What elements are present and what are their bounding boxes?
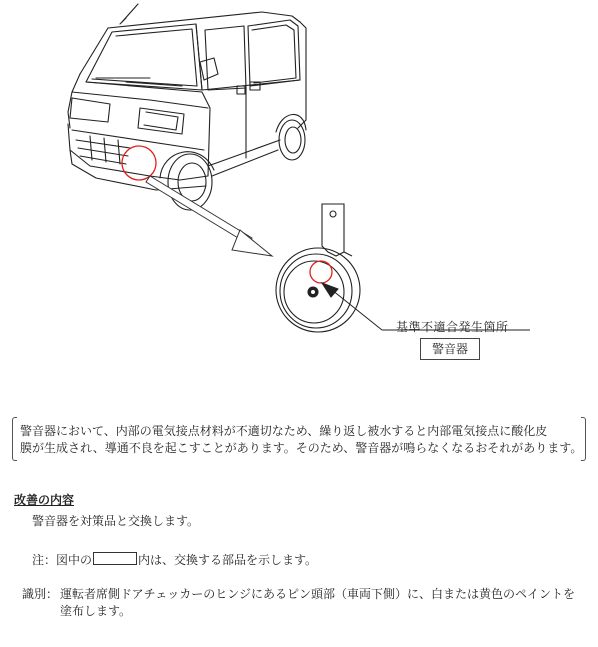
identification-body bbox=[60, 586, 590, 620]
defect-location-label: 基準不適合発生箇所 bbox=[396, 320, 509, 334]
horn-connector-highlight-circle bbox=[310, 261, 332, 283]
bracket-right bbox=[581, 417, 586, 461]
horn-illustration bbox=[276, 204, 360, 332]
note bbox=[32, 551, 317, 568]
van-illustration bbox=[68, 4, 306, 210]
bracket-left bbox=[12, 417, 17, 461]
leader-arrow bbox=[146, 176, 272, 256]
note-suffix: 内は、交換する部品を示します。 bbox=[138, 553, 318, 567]
identification-line-2: 塗布します。 bbox=[60, 604, 132, 618]
part-name-box: 警音器 bbox=[420, 338, 480, 360]
identification-label: 識別： bbox=[22, 587, 59, 601]
description-line-1: 警音器において、内部の電気接点材料が不適切なため、繰り返し被水すると内部電気接点に酸化皮 bbox=[20, 424, 548, 438]
description-line-2: 膜が生成され、導通不良を起こすことがあります。そのため、警音器が鳴らなくなるおそれがあります。 bbox=[20, 441, 583, 455]
note-legend-box bbox=[93, 552, 137, 565]
improvement-heading: 改善の内容 bbox=[14, 493, 75, 507]
defect-description bbox=[12, 417, 586, 463]
identification-line-1: 運転者席側ドアチェッカーのヒンジにあるピン頭部（車両下側）に、白または黄色のペイントを bbox=[60, 587, 575, 601]
van-horn-highlight-circle bbox=[122, 146, 156, 180]
note-prefix: 注：図中の bbox=[32, 553, 93, 567]
improvement-text: 警音器を対策品と交換します。 bbox=[32, 514, 200, 528]
